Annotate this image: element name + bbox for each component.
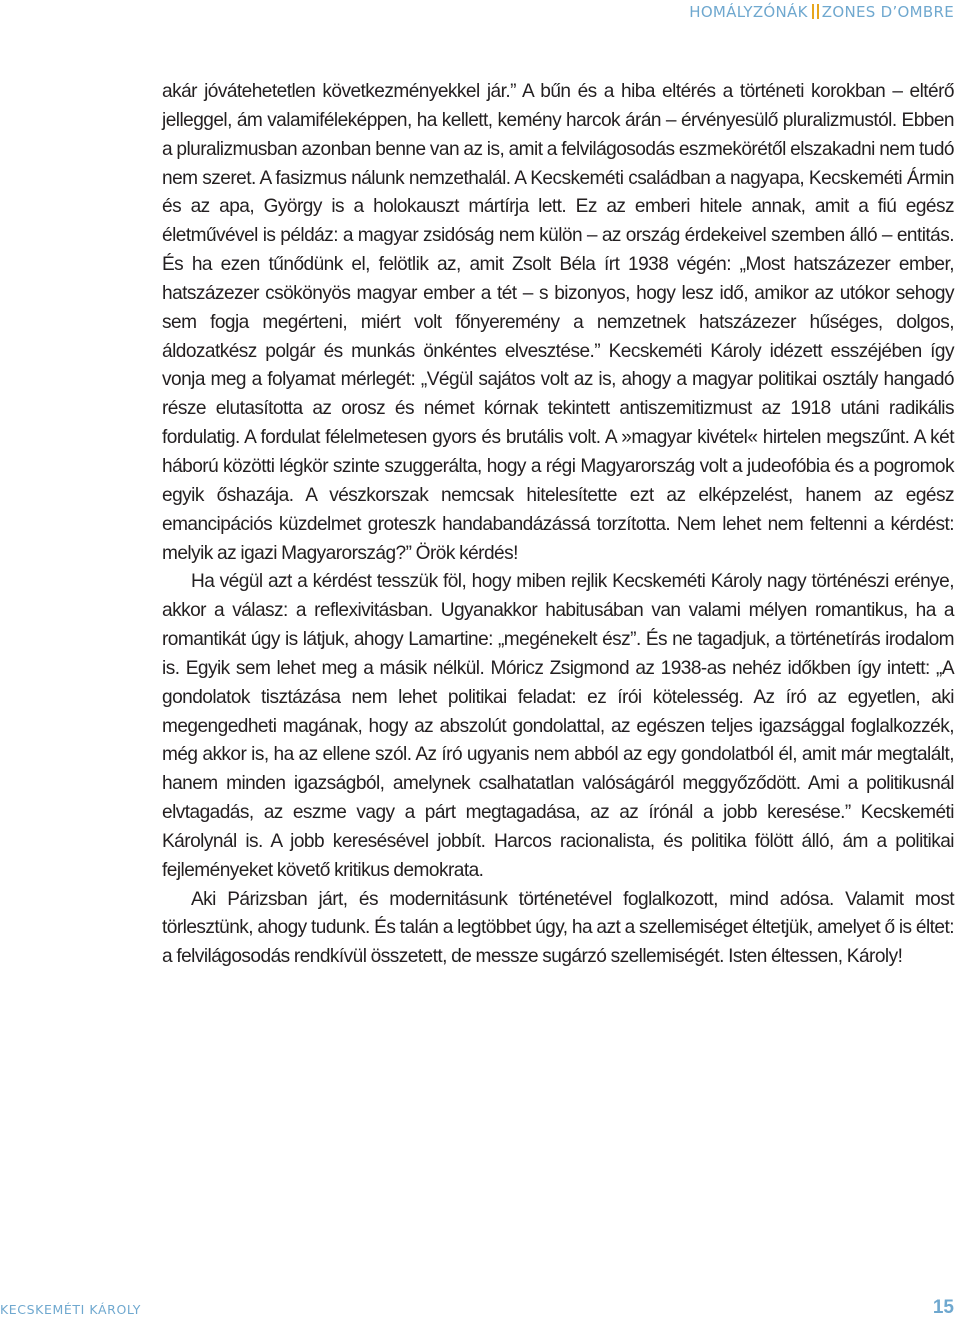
footer-author: KECSKEMÉTI KÁROLY: [0, 1302, 142, 1317]
running-head: [689, 3, 954, 21]
paragraph-3: Aki Párizsban járt, és modernitásunk történetével foglalkozott, mind adósa. Valamit most törlesztünk, ahogy tudunk. És talán a legtöbbet úgy, ha azt a szellemiséget éltetjük, amelyet ő is éltet: a felvilágosodás rendkívül összetett, de messze sugárzó szellemiségét. Isten éltessen, Károly!: [162, 888, 954, 968]
paragraph-2: Ha végül azt a kérdést tesszük föl, hogy miben rejlik Kecskeméti Károly nagy történészi erénye, akkor a válasz: a reflexivitásban. Ugyanakkor habitusában van valami mélyen romantikus, ha a romantikát úgy is látjuk, ahogy Lamartine: „megénekelt ész”. És ne tagadjuk, a történetírás irodalom is. Egyik sem lehet meg a másik nélkül. Móricz Zsigmond az 1938-as nehéz időkben így intett: „A gondolatok tisztázása nem lehet politikai feladat: ez írói kötelesség. Az író az egyetlen, aki megengedheti magának, hogy az abszolút gondolattal, az egészen teljes igazsággal foglalkozzék, még akkor is, ha az ellene szól. Az író ugyanis nem abból az egy gondolatból él, amit már megtalált, hanem minden igazságból, amelynek csalhatatlan valóságáról meggyőződött. Ami a politikusnál elvtagadás, az eszme vagy a párt megtagadása, az az írónál a jobb keresése.” Kecskeméti Károlynál is. A jobb keresésével jobbít. Harcos racionalista, és politika fölött álló, ám a politikai fejleményeket követő kritikus demokrata.: [162, 571, 954, 881]
separator-bar: [812, 4, 814, 19]
body-text: [162, 78, 954, 972]
separator-bar: [817, 4, 819, 19]
running-head-left: HOMÁLYZÓNÁK: [689, 3, 808, 21]
running-head-right: ZONES D’OMBRE: [821, 3, 954, 21]
page-number: 15: [932, 1297, 954, 1318]
paragraph-1: akár jóvátehetetlen következményekkel jár.” A bűn és a hiba eltérés a történeti korokban – eltérő jelleggel, ám valamiféleképpen, ha kellett, kemény harcok árán – érvényesülő pluralizmustól. Ebben a pluralizmusban azonban benne van az is, amit a felvilágosodás eszmekörétől elszakadni nem tudó nem szeret. A fasizmus nálunk nemzethalál. A Kecskeméti családban a nagyapa, Kecskeméti Ármin és az apa, György is a holokauszt mártírja lett. Ez az emberi hitele annak, amit a fiú egész életművével is példáz: a magyar zsidóság nem külön – az ország érdekeivel szemben álló – entitás. És ha ezen tűnődünk el, felötlik az, amit Zsolt Béla írt 1938 végén: „Most hatszázezer ember, hatszázezer csökönyös magyar ember a tét – s bizonyos, hogy lesz idő, amikor az utókor sehogy sem fogja megérteni, miért volt főnyeremény a nemzetnek hatszázezer hűséges, dolgos, áldozatkész polgár és munkás önkéntes elvesztése.” Kecskeméti Károly idézett esszéjében így vonja meg a folyamat mérlegét: „Végül sajátos volt az is, ahogy a magyar politikai osztály hangadó része elutasította az orosz és német kórnak tekintett antiszemitizmust az 1918 utáni radikális fordulatig. A fordulat félelmetesen gyors és brutális volt. A »magyar kivétel« hirtelen megszűnt. A két háború közötti légkör szinte szuggerálta, hogy a régi Magyarország volt a judeofóbia és a pogromok egyik őshazája. A vészkorszak nemcsak hitelesítette ezt az elképzelést, hanem az egész emancipációs küzdelmet groteszk handabandázássá torzította. Nem lehet nem feltenni a kérdést: melyik az igazi Magyarország?” Örök kérdés!: [162, 81, 954, 564]
